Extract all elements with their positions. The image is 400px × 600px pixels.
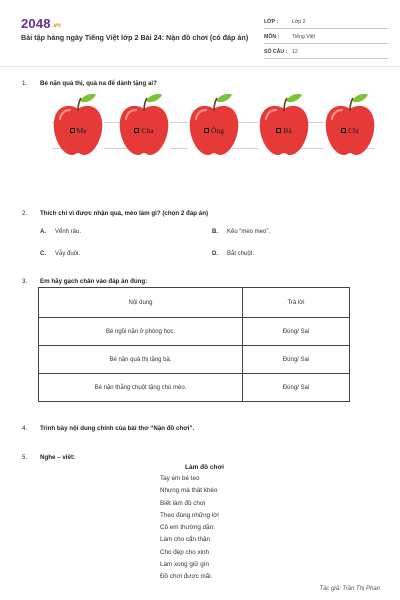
checkbox[interactable] [276, 128, 281, 133]
option-letter: D. [212, 251, 218, 257]
table-header-row [39, 288, 350, 318]
apple-label: Ông [211, 126, 224, 135]
option-text: Bắt chuột. [227, 251, 255, 257]
option-b[interactable] [212, 229, 270, 235]
meta-value: 12 [292, 49, 298, 55]
poem-line: Theo đúng những lời [160, 511, 219, 519]
checkbox[interactable] [204, 128, 209, 133]
table-row [39, 318, 350, 346]
table-header-cell: Nội dung [39, 288, 243, 318]
apple-answer-row [52, 93, 374, 163]
option-text: Vểnh râu. [55, 229, 82, 235]
answer-cell[interactable]: Đúng/ Sai [243, 374, 350, 402]
table-row [39, 346, 350, 374]
poem-line: Làm xong giữ gìn [160, 561, 210, 569]
poem-line: Biết làm đồ chơi [160, 499, 206, 507]
checkbox[interactable] [70, 128, 75, 133]
site-logo[interactable]: 2048.vn [21, 16, 62, 31]
question-text: Bé nặn quả thị, quà na để dành tặng ai? [40, 80, 157, 87]
question-number: 5. [22, 454, 28, 461]
checkbox[interactable] [134, 128, 139, 133]
option-letter: B. [212, 229, 218, 235]
meta-key: MÔN : [264, 34, 280, 40]
poem-line: Nhưng mà thật khéo [160, 487, 218, 495]
meta-value: Tiếng Việt [292, 34, 316, 40]
option-letter: C. [40, 251, 46, 257]
answer-cell[interactable]: Đúng/ Sai [243, 346, 350, 374]
apple-option-ong[interactable] [188, 93, 240, 159]
poem-author: Tác giả: Trần Thị Phan [319, 586, 380, 592]
poem-title: Làm đồ chơi [185, 464, 224, 471]
apple-option-cha[interactable] [118, 93, 170, 159]
apple-option-me[interactable] [52, 93, 104, 159]
question-text: Trình bày nội dung chính của bài thơ “Nặn đồ chơi”. [40, 425, 195, 432]
apple-label: Bà [283, 126, 292, 135]
checkbox[interactable] [341, 128, 346, 133]
poem-line: Làm cho cẩn thận [160, 536, 211, 544]
option-letter: A. [40, 229, 46, 235]
question-text: Thích chí vì được nhận quà, mèo làm gì? (chọn 2 đáp án) [40, 210, 209, 217]
apple-label: Mẹ [76, 126, 87, 135]
option-d[interactable] [212, 251, 254, 257]
poem-line: Tay em bé teo [160, 475, 200, 482]
meta-key: LỚP : [264, 19, 279, 25]
poem-line: Đồ chơi được mãi. [160, 573, 213, 581]
option-c[interactable] [40, 251, 80, 257]
answer-table [38, 287, 350, 402]
question-text: Em hãy gạch chân vào đáp án đúng: [40, 278, 148, 285]
meta-key: SỐ CÂU : [264, 49, 288, 55]
table-header-cell: Trả lời [243, 288, 350, 318]
meta-row-subject [264, 29, 388, 44]
table-cell: Bé ngồi nặn ở phòng học. [39, 318, 243, 346]
answer-cell[interactable]: Đúng/ Sai [243, 318, 350, 346]
option-text: Vẫy đuôi. [55, 251, 81, 257]
meta-row-grade [264, 14, 388, 29]
question-number: 2. [22, 210, 28, 217]
meta-value: Lớp 2 [292, 19, 306, 25]
option-a[interactable] [40, 229, 81, 235]
worksheet-meta [264, 14, 388, 59]
worksheet-title: Bài tập hàng ngày Tiếng Việt lớp 2 Bài 24: Nặn đồ chơi (có đáp án) [21, 33, 249, 42]
table-cell: Bé nặn quả thị tặng bà. [39, 346, 243, 374]
question-number: 4. [22, 425, 28, 432]
question-number: 3. [22, 278, 28, 285]
apple-label: Cha [141, 126, 154, 135]
poem-body [160, 473, 219, 584]
table-row [39, 374, 350, 402]
apple-option-ba[interactable] [258, 93, 310, 159]
question-number: 1. [22, 80, 28, 87]
apple-option-chi[interactable] [324, 93, 376, 159]
poem-line: Cho đẹp cho xinh [160, 548, 210, 556]
apple-label: Chị [348, 126, 359, 135]
table-cell: Bé nặn thằng chuột tặng chú mèo. [39, 374, 243, 402]
worksheet-header [10, 10, 390, 66]
question-text: Nghe – viết: [40, 454, 76, 461]
meta-row-count [264, 44, 388, 59]
header-divider [0, 66, 400, 67]
option-text: Kêu “meo meo”. [227, 229, 271, 235]
poem-line: Cô em thường dặn: [160, 524, 215, 532]
